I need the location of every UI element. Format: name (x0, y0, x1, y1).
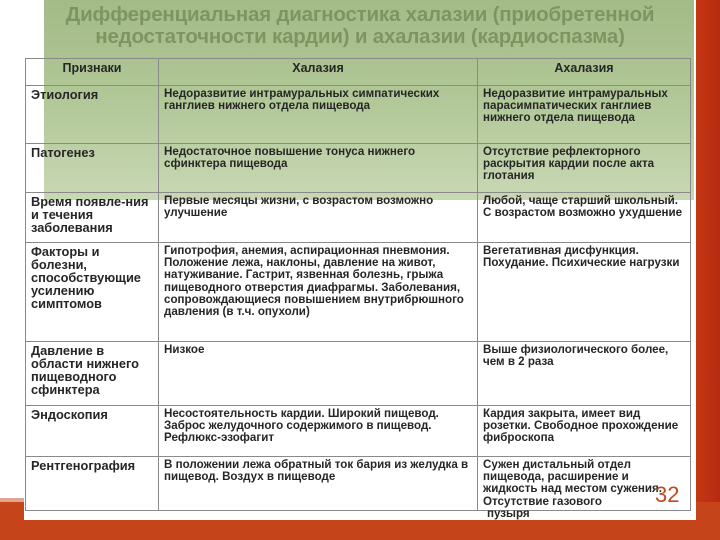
table-header-row (26, 59, 691, 86)
cell-achalasia: Любой, чаще старший школьный. С возрастом возможно ухудшение (478, 193, 691, 243)
cell-achalasia: Сужен дистальный отдел пищевода, расширение и жидкость над местом сужения. Отсутствие газового (478, 457, 691, 511)
cell-achalasia: Вегетативная дисфункция. Похудание. Психические нагрузки (478, 243, 691, 342)
row-label: Этиология (26, 86, 159, 144)
row-label: Рентгенография (26, 457, 159, 511)
cell-achalasia: Выше физиологического более, чем в 2 раза (478, 342, 691, 406)
cell-chalasia: Первые месяцы жизни, с возрастом возможно улучшение (159, 193, 478, 243)
cell-achalasia: Отсутствие рефлекторного раскрытия кардии после акта глотания (478, 144, 691, 193)
table-row (26, 193, 691, 243)
table-row (26, 86, 691, 144)
cell-achalasia: Недоразвитие интрамуральных парасимпатических ганглиев нижнего отдела пищевода (478, 86, 691, 144)
slide (24, 0, 696, 520)
cell-chalasia: Недоразвитие интрамуральных симпатических ганглиев нижнего отдела пищевода (159, 86, 478, 144)
header-chalasia: Халазия (159, 59, 478, 86)
slide-number: 32 (655, 482, 680, 507)
cell-chalasia: Низкое (159, 342, 478, 406)
header-achalasia: Ахалазия (478, 59, 691, 86)
cell-achalasia: Кардия закрыта, имеет вид розетки. Свободное прохождение фиброскопа (478, 406, 691, 457)
cell-chalasia: Гипотрофия, анемия, аспирационная пневмония. Положение лежа, наклоны, давление на живот, натуживание. Гастрит, язвенная болезнь, грыжа пищеводного отверстия диафрагмы. Заболевания, сопровождающиеся повышением внутрибрюшного давления (в т.ч. опухоли) (159, 243, 478, 342)
cell-chalasia: Несостоятельность кардии. Широкий пищевод. Заброс желудочного содержимого в пищевод. Рефлюкс-эзофагит (159, 406, 478, 457)
table-row (26, 406, 691, 457)
table-row (26, 243, 691, 342)
row-label: Давление в области нижнего пищеводного сфинктера (26, 342, 159, 406)
row-label: Факторы и болезни, способствующие усилению симптомов (26, 243, 159, 342)
table-row (26, 144, 691, 193)
diagnosis-table (25, 58, 691, 511)
table-row (26, 342, 691, 406)
cell-chalasia: Недостаточное повышение тонуса нижнего сфинктера пищевода (159, 144, 478, 193)
row-label: Патогенез (26, 144, 159, 193)
overflow-text: пузыря (487, 507, 530, 520)
row-label: Время появле-ния и течения заболевания (26, 193, 159, 243)
row-label: Эндоскопия (26, 406, 159, 457)
header-signs: Признаки (26, 59, 159, 86)
cell-chalasia: В положении лежа обратный ток бария из желудка в пищевод. Воздух в пищеводе (159, 457, 478, 511)
table-row (26, 457, 691, 511)
